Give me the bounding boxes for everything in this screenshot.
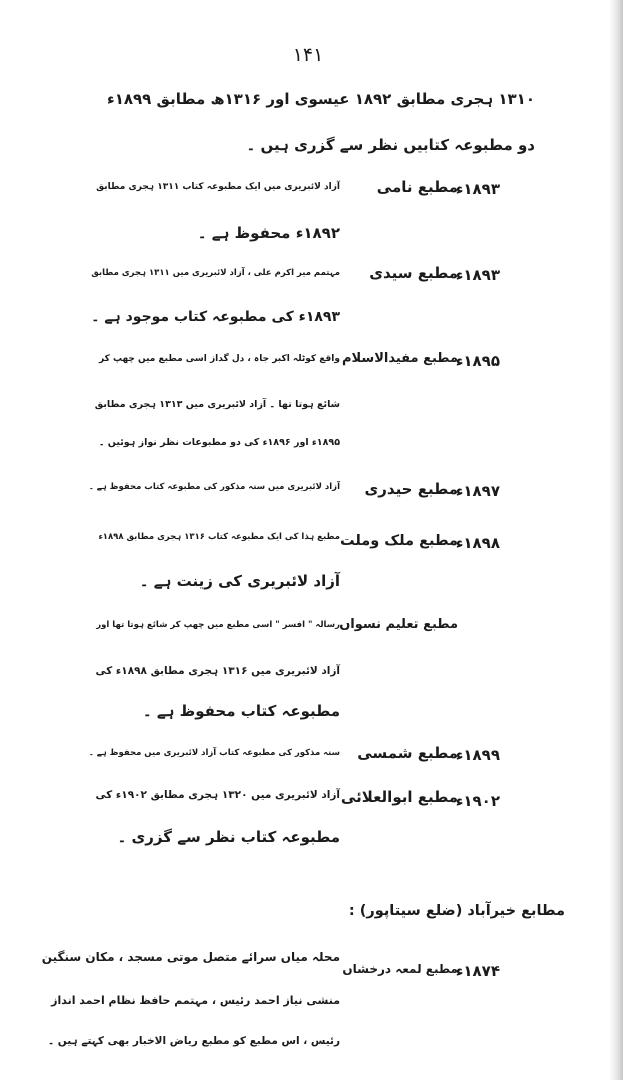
entry-0-line-0: ۱۳۱۰ ہجری مطابق ۱۸۹۲ عیسوی اور ۱۳۱۶ھ مطابق ۱۸۹۹ء: [107, 90, 535, 108]
entry-3-press-name: مطبع مفیدالاسلام: [342, 351, 458, 366]
final-entry-press-name: مطبع لمعہ درخشاں: [342, 962, 458, 976]
entry-3-line-2: ۱۸۹۵ء اور ۱۸۹۶ء کی دو مطبوعات نظر نواز ہوئیں ۔: [98, 437, 340, 448]
entry-3-line-1: شائع ہوتا تھا ۔ آزاد لائبریری میں ۱۳۱۳ ہجری مطابق: [94, 399, 340, 410]
entry-6-line-0: رسالہ " افسر " اسی مطبع میں چھپ کر شائع ہوتا تھا اور: [96, 620, 340, 630]
entry-2-line-1: ۱۸۹۳ء کی مطبوعہ کتاب موجود ہے ۔: [91, 309, 340, 325]
entry-5-year: ۱۸۹۸ء: [455, 534, 500, 552]
entry-1-year: ۱۸۹۳ء: [455, 180, 500, 198]
entry-5-line-0: مطبع ہذا کی ایک مطبوعہ کتاب ۱۳۱۶ ہجری مطابق ۱۸۹۸ء: [98, 532, 340, 542]
entry-1-line-0: آزاد لائبریری میں ایک مطبوعہ کتاب ۱۳۱۱ ہجری مطابق: [96, 182, 340, 192]
final-entry-line-1: منشی نیاز احمد رئیس ، مہتمم حافظ نظام احمد انداز: [51, 994, 340, 1007]
entry-8-line-1: مطبوعہ کتاب نظر سے گزری ۔: [117, 828, 340, 846]
entry-6-press-name: مطبع تعلیم نسواں: [339, 617, 458, 632]
entry-0-line-1: دو مطبوعہ کتابیں نظر سے گزری ہیں ۔: [246, 136, 535, 154]
entry-2-year: ۱۸۹۳ء: [455, 266, 500, 284]
section-heading: مطابع خیرآباد (ضلع سیتاپور) :: [348, 903, 565, 919]
entry-8-line-0: آزاد لائبریری میں ۱۳۲۰ ہجری مطابق ۱۹۰۲ء کی: [95, 789, 340, 801]
entry-8-press-name: مطبع ابوالعلائی: [340, 788, 458, 806]
entry-2-line-0: مہتمم میر اکرم علی ، آزاد لائبریری میں ۱۳۱۱ ہجری مطابق: [91, 268, 340, 278]
entry-5-press-name: مطبع ملک وملت: [339, 533, 458, 549]
entry-7-year: ۱۸۹۹ء: [455, 746, 500, 764]
entry-4-line-0: آزاد لائبریری میں سنہ مذکور کی مطبوعہ کتاب محفوظ ہے ۔: [88, 482, 340, 492]
entry-2-press-name: مطبع سیدی: [369, 264, 458, 282]
entry-3-line-0: واقع کوٹلہ اکبر جاہ ، دل گداز اسی مطبع میں چھپ کر: [98, 354, 340, 364]
page-number: ۱۴۱: [292, 44, 324, 66]
entry-7-line-0: سنہ مذکور کی مطبوعہ کتاب آزاد لائبریری میں محفوظ ہے ۔: [88, 748, 340, 758]
page-edge-shadow: [609, 0, 623, 1080]
entry-3-year: ۱۸۹۵ء: [455, 352, 500, 370]
entry-1-press-name: مطبع نامی: [376, 178, 458, 196]
entry-5-line-1: آزاد لائبریری کی زینت ہے ۔: [139, 572, 340, 590]
entry-1-line-1: ۱۸۹۲ء محفوظ ہے ۔: [197, 224, 340, 242]
entry-6-line-1: آزاد لائبریری میں ۱۳۱۶ ہجری مطابق ۱۸۹۸ء کی: [95, 665, 340, 677]
final-entry-year: ۱۸۷۴ء: [455, 962, 500, 980]
final-entry-line-2: رئیس ، اس مطبع کو مطبع ریاض الاخبار بھی کہتے ہیں ۔: [47, 1035, 340, 1047]
entry-4-press-name: مطبع حیدری: [364, 480, 458, 498]
final-entry-line-0: محلہ میاں سرائے متصل موتی مسجد ، مکان سنگین: [41, 950, 340, 964]
entry-8-year: ۱۹۰۲ء: [455, 792, 500, 810]
entry-7-press-name: مطبع شمسی: [357, 744, 458, 762]
entry-6-line-2: مطبوعہ کتاب محفوظ ہے ۔: [142, 702, 340, 720]
entry-4-year: ۱۸۹۷ء: [455, 482, 500, 500]
